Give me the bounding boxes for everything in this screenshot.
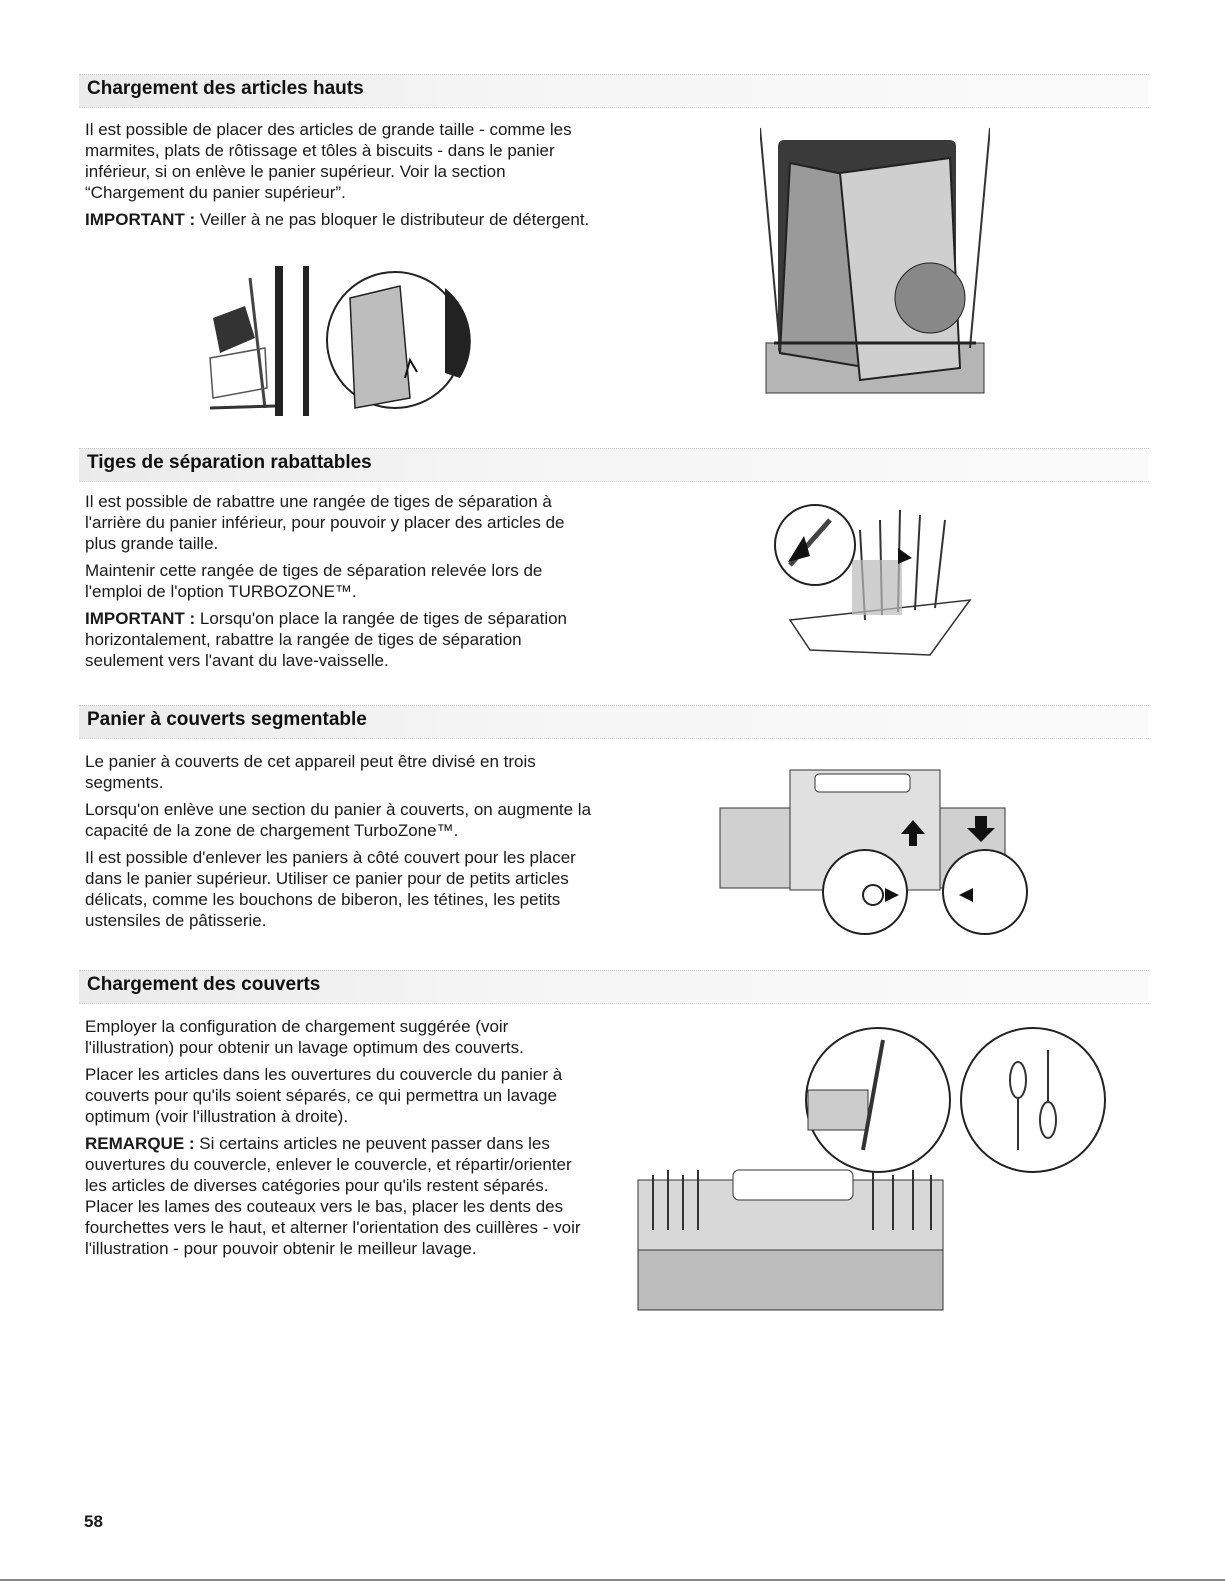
page-number: 58 — [84, 1512, 103, 1531]
section-body-split-basket — [85, 751, 595, 937]
section-body-fold-down-tines — [85, 491, 595, 677]
paragraph: Il est possible d'enlever les paniers à côté couvert pour les placer dans le panier supérieur. Utiliser ce panier pour de petits articles délicats, comme les bouchons de biberon, les tétines, les petits ustensiles de pâtisserie. — [85, 848, 576, 930]
paragraph: Lorsqu'on enlève une section du panier à couverts, on augmente la capacité de la zone de chargement TurboZone™. — [85, 800, 592, 840]
paragraph — [85, 608, 595, 671]
fold-down-tines-illustration — [770, 500, 980, 660]
section-header-silverware — [79, 970, 1149, 1004]
section-body-tall-items — [85, 119, 595, 236]
detergent-dispenser-illustration — [205, 258, 475, 423]
remark-label: REMARQUE : — [85, 1134, 195, 1153]
important-text: Veiller à ne pas bloquer le distributeur de détergent. — [195, 210, 590, 229]
section-title: Panier à couverts segmentable — [87, 709, 367, 730]
page-bottom-rule — [0, 1579, 1225, 1581]
large-pans-rack-illustration — [760, 118, 990, 398]
paragraph: Maintenir cette rangée de tiges de séparation relevée lors de l'emploi de l'option TURBOZONE™. — [85, 561, 543, 601]
paragraph: Le panier à couverts de cet appareil peut être divisé en trois segments. — [85, 752, 536, 792]
silverware-loading-illustration — [633, 1020, 1113, 1320]
section-title: Chargement des couverts — [87, 974, 321, 995]
section-title: Tiges de séparation rabattables — [87, 452, 372, 473]
paragraph: Employer la configuration de chargement suggérée (voir l'illustration) pour obtenir un lavage optimum des couverts. — [85, 1017, 524, 1057]
section-header-fold-down-tines — [79, 448, 1149, 482]
paragraph — [85, 1133, 595, 1259]
important-label: IMPORTANT : — [85, 609, 196, 628]
important-text: Lorsqu'on place la rangée de tiges de séparation horizontalement, rabattre la rangée de tiges de séparation seulement vers l'avant du lave-vaisselle. — [85, 609, 568, 670]
paragraph: Placer les articles dans les ouvertures du couvercle du panier à couverts pour qu'ils soient séparés, ce qui permettra un lavage optimum (voir l'illustration à droite). — [85, 1065, 563, 1126]
split-basket-illustration — [715, 760, 1045, 945]
section-header-tall-items — [79, 74, 1149, 108]
remark-text: Si certains articles ne peuvent passer dans les ouvertures du couvercle, enlever le couvercle, et répartir/orienter les articles de diverses catégories pour qu'ils restent séparés. Placer les lames des couteaux vers le bas, placer les dents des fourchettes vers le haut, et alterner l'orientation des cuillères - voir l'illustration - pour pouvoir obtenir le meilleur lavage. — [85, 1134, 581, 1258]
paragraph: Il est possible de placer des articles de grande taille - comme les marmites, plats de rôtissage et tôles à biscuits - dans le panier inférieur, si on enlève le panier supérieur. Voir la section “Chargement du panier supérieur”. — [85, 120, 572, 202]
section-header-split-basket — [79, 705, 1149, 739]
section-body-silverware — [85, 1016, 595, 1265]
section-title: Chargement des articles hauts — [87, 78, 364, 99]
paragraph: Il est possible de rabattre une rangée de tiges de séparation à l'arrière du panier inférieur, pour pouvoir y placer des articles de plus grande taille. — [85, 492, 565, 553]
important-label: IMPORTANT : — [85, 210, 196, 229]
paragraph — [85, 209, 595, 230]
